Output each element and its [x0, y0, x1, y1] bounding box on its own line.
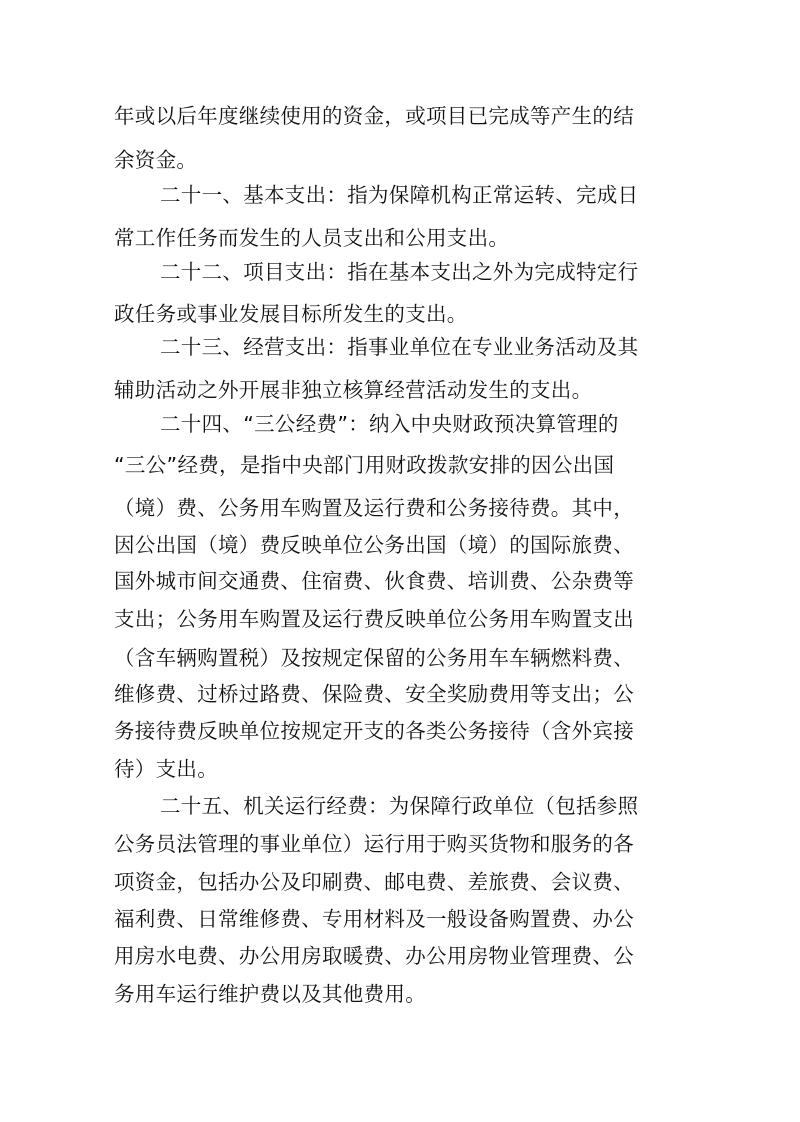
text-line-1: 年或以后年度继续使用的资金，或项目已完成等产生的结: [114, 104, 634, 128]
text-line-12: 因公出国（境）费反映单位公务出国（境）的国际旅费、: [114, 533, 634, 557]
text-line-17: 务接待费反映单位按规定开支的各类公务接待（含外宾接: [114, 719, 634, 743]
text-line-20: 公务员法管理的事业单位）运行用于购买货物和服务的各: [114, 832, 634, 856]
text-line-5: 二十二、项目支出：指在基本支出之外为完成特定行: [160, 260, 639, 284]
text-line-19: 二十五、机关运行经费：为保障行政单位（包括参照: [160, 794, 639, 818]
text-line-13: 国外城市间交通费、住宿费、伙食费、培训费、公杂费等: [114, 569, 634, 593]
text-line-15: （含车辆购置税）及按规定保留的公务用车车辆燃料费、: [114, 646, 634, 670]
text-line-3: 二十一、基本支出：指为保障机构正常运转、完成日: [160, 183, 639, 207]
text-line-22: 福利费、日常维修费、专用材料及一般设备购置费、办公: [114, 907, 634, 931]
text-line-8: 辅助活动之外开展非独立核算经营活动发生的支出。: [114, 378, 593, 402]
text-line-2: 余资金。: [114, 148, 198, 172]
text-line-10: “三公”经费，是指中央部门用财政拨款安排的因公出国: [114, 453, 615, 477]
text-line-14: 支出；公务用车购置及运行费反映单位公务用车购置支出: [114, 607, 634, 631]
text-line-11: （境）费、公务用车购置及运行费和公务接待费。其中，: [114, 496, 634, 520]
text-line-21: 项资金，包括办公及印刷费、邮电费、差旅费、会议费、: [114, 870, 634, 894]
text-line-18: 待）支出。: [114, 757, 218, 781]
text-line-23: 用房水电费、办公用房取暖费、办公用房物业管理费、公: [114, 944, 634, 968]
text-line-7: 二十三、经营支出：指事业单位在专业业务活动及其: [160, 335, 639, 359]
text-line-24: 务用车运行维护费以及其他费用。: [114, 982, 426, 1006]
text-line-6: 政任务或事业发展目标所发生的支出。: [114, 302, 468, 326]
text-line-16: 维修费、过桥过路费、保险费、安全奖励费用等支出；公: [114, 682, 634, 706]
text-line-4: 常工作任务而发生的人员支出和公用支出。: [114, 226, 510, 250]
text-line-9: 二十四、“三公经费”：纳入中央财政预决算管理的: [160, 412, 619, 436]
